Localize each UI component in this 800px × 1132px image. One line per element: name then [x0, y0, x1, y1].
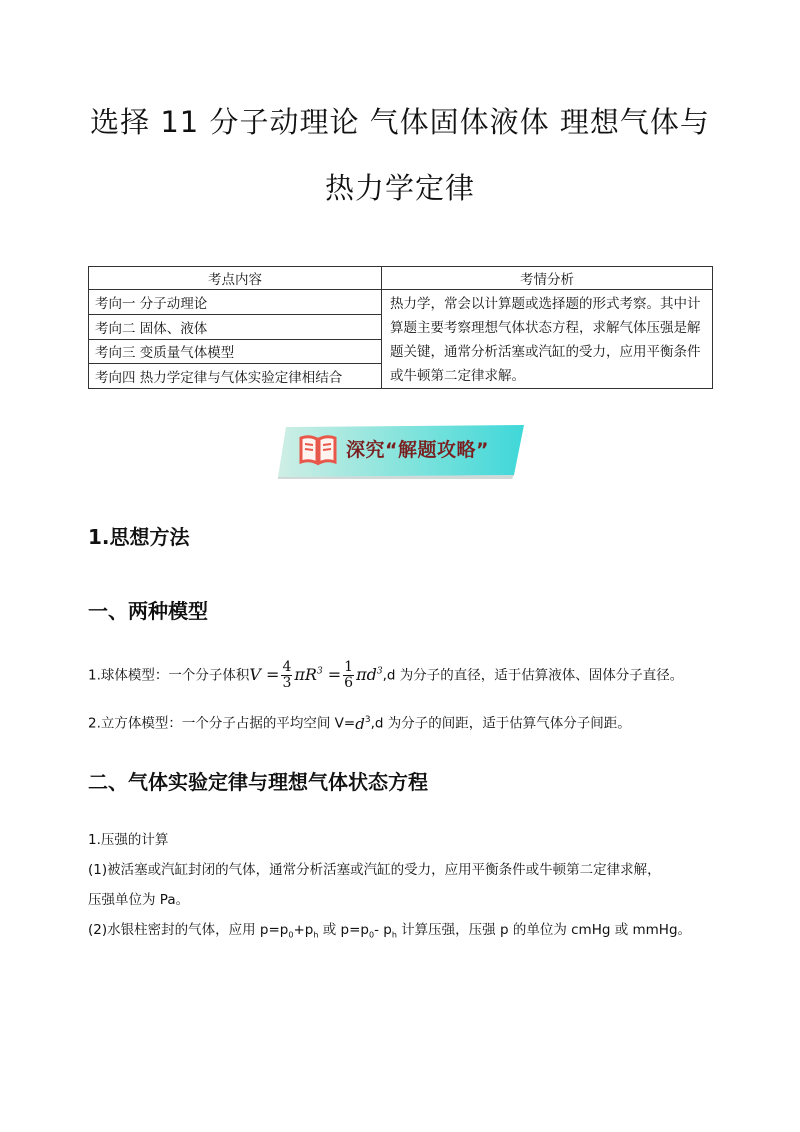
section-heading-gas-laws: 二、气体实验定律与理想气体状态方程 — [88, 770, 428, 794]
pressure-piston-line1: (1)被活塞或汽缸封闭的气体，通常分析活塞或汽缸的受力，应用平衡条件或牛顿第二定律求解， — [88, 862, 661, 878]
table-cell-topic: 考向三 变质量气体模型 — [89, 339, 382, 364]
pressure-piston-line2: 压强单位为 Pa。 — [88, 892, 190, 908]
fraction-one-sixth — [343, 660, 354, 691]
table-header-analysis: 考情分析 — [382, 267, 713, 290]
mercury-text-a: (2)水银柱密封的气体，应用 p=p — [88, 922, 289, 938]
table-header-content: 考点内容 — [89, 267, 382, 290]
cube-model-prefix: 2.立方体模型：一个分子占据的平均空间 V= — [88, 715, 356, 732]
cube-model-paragraph — [88, 710, 718, 734]
sphere-model-prefix: 1.球体模型：一个分子体积 — [88, 667, 250, 684]
solution-strategy-banner — [278, 421, 524, 479]
fraction-numerator: 1 — [344, 659, 354, 675]
pressure-calc-subheading: 1.压强的计算 — [88, 832, 169, 848]
formula-eq: = — [266, 665, 280, 684]
sphere-model-paragraph — [88, 660, 718, 691]
section-heading-two-models: 一、两种模型 — [88, 599, 208, 623]
cube-exponent: 3 — [364, 715, 371, 725]
heading-thinking-method: 1.思想方法 — [88, 525, 190, 549]
mercury-text-e: 计算压强，压强 p 的单位为 cmHg 或 mmHg。 — [396, 922, 692, 938]
mercury-sub: 0 — [288, 930, 294, 940]
formula-eq2: = — [327, 665, 342, 684]
banner-label: 深究“解题攻略” — [346, 439, 489, 461]
formula-exponent2: 3 — [376, 666, 383, 677]
exam-points-table — [88, 266, 713, 389]
fraction-denominator: 6 — [344, 675, 354, 691]
page-title-line2: 热力学定律 — [324, 171, 475, 205]
mercury-text-b: +p — [293, 922, 314, 938]
table-header-row — [89, 267, 713, 290]
mercury-text-d: - p — [374, 922, 392, 938]
table-cell-topic: 考向二 固体、液体 — [89, 314, 382, 339]
table-row — [89, 290, 713, 315]
fraction-denominator: 3 — [282, 675, 292, 691]
formula-exponent: 3 — [316, 666, 323, 677]
formula-pi-d: πd — [356, 665, 377, 684]
sphere-volume-formula — [249, 660, 382, 691]
formula-lhs: V — [249, 665, 261, 684]
fraction-four-thirds — [281, 660, 292, 691]
table-cell-analysis: 热力学，常会以计算题或选择题的形式考察。其中计算题主要考察理想气体状态方程，求解气体压强是解题关键，通常分析活塞或汽缸的受力，应用平衡条件或牛顿第二定律求解。 — [382, 290, 713, 389]
cube-model-suffix: ,d 为分子的间距，适于估算气体分子间距。 — [370, 715, 631, 732]
fraction-numerator: 4 — [282, 659, 292, 675]
page-title-line1: 选择 11 分子动理论 气体固体液体 理想气体与 — [90, 105, 710, 139]
pressure-mercury-paragraph — [88, 920, 718, 946]
mercury-sub: 0 — [368, 930, 375, 940]
mercury-text-c: 或 p=p — [318, 922, 369, 938]
table-cell-topic: 考向一 分子动理论 — [89, 290, 382, 315]
book-icon — [298, 433, 338, 467]
cube-var: d — [355, 714, 365, 733]
table-cell-topic: 考向四 热力学定律与气体实验定律相结合 — [89, 364, 382, 389]
mercury-sub: h — [391, 930, 397, 940]
mercury-sub: h — [313, 930, 319, 940]
sphere-model-suffix: ,d 为分子的直径，适于估算液体、固体分子直径。 — [382, 667, 684, 684]
formula-pi-r: πR — [294, 665, 317, 684]
